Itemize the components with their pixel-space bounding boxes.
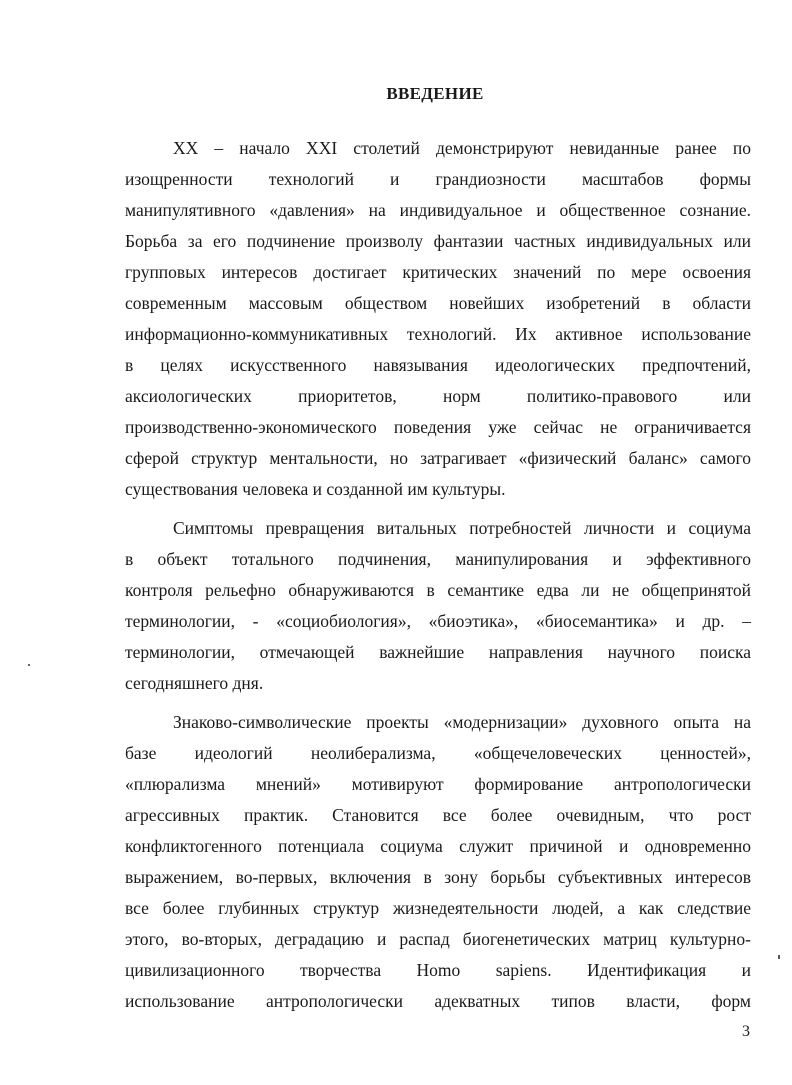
- page-title: ВВЕДЕНИЕ: [386, 84, 484, 103]
- text-line: базе идеологий неолиберализма, «общечеловеческих ценностей»,: [125, 743, 751, 763]
- text-line: терминологии, - «социобиология», «биоэтика», «биосемантика» и др. –: [125, 611, 751, 631]
- text-line: XX – начало XXI столетий демонстрируют невиданные ранее по: [173, 138, 751, 158]
- text-line: в объект тотального подчинения, манипулирования и эффективного: [125, 549, 751, 569]
- text-line: Борьба за его подчинение произволу фантазии частных индивидуальных или: [125, 231, 751, 251]
- text-line: цивилизационного творчества Homo sapiens. Идентификация и: [125, 960, 751, 980]
- text-line: контроля рельефно обнаруживаются в семантике едва ли не общепринятой: [125, 580, 751, 600]
- paragraph-gap: [125, 505, 751, 513]
- text-line: Симптомы превращения витальных потребностей личности и социума: [173, 518, 751, 538]
- text-line: информационно-коммуникативных технологий. Их активное использование: [125, 324, 751, 344]
- scan-speck: [28, 664, 30, 666]
- text-line: выражением, во-первых, включения в зону борьбы субъективных интересов: [125, 867, 751, 887]
- paragraph-2: [125, 513, 751, 699]
- text-line: в целях искусственного навязывания идеологических предпочтений,: [125, 355, 751, 375]
- text-line: изощренности технологий и грандиозности масштабов формы: [125, 169, 751, 189]
- text-line: существования человека и созданной им культуры.: [125, 479, 506, 499]
- text-line: «плюрализма мнений» мотивируют формирование антропологически: [125, 774, 751, 794]
- text-line: конфликтогенного потенциала социума служит причиной и одновременно: [125, 836, 751, 856]
- text-line: сферой структур ментальности, но затрагивает «физический баланс» самого: [125, 448, 751, 468]
- text-line: этого, во-вторых, деградацию и распад биогенетических матриц культурно-: [125, 929, 751, 949]
- text-line: все более глубинных структур жизнедеятельности людей, а как следствие: [125, 898, 751, 918]
- page-number: 3: [742, 1023, 750, 1040]
- body-text: [125, 133, 751, 1017]
- text-line: использование антропологически адекватных типов власти, форм: [125, 991, 751, 1011]
- text-line: современным массовым обществом новейших изобретений в области: [125, 293, 751, 313]
- scan-speck: [778, 955, 780, 959]
- paragraph-gap: [125, 699, 751, 707]
- text-line: аксиологических приоритетов, норм политико-правового или: [125, 386, 751, 406]
- paragraph-1: [125, 133, 751, 505]
- text-line: Знаково-символические проекты «модернизации» духовного опыта на: [173, 712, 751, 732]
- text-line: групповых интересов достигает критических значений по мере освоения: [125, 262, 751, 282]
- text-line: агрессивных практик. Становится все более очевидным, что рост: [125, 805, 751, 825]
- paragraph-3: [125, 707, 751, 1017]
- text-line: сегодняшнего дня.: [125, 673, 264, 693]
- text-line: манипулятивного «давления» на индивидуальное и общественное сознание.: [125, 200, 751, 220]
- text-line: терминологии, отмечающей важнейшие направления научного поиска: [125, 642, 751, 662]
- text-line: производственно-экономического поведения уже сейчас не ограничивается: [125, 417, 751, 437]
